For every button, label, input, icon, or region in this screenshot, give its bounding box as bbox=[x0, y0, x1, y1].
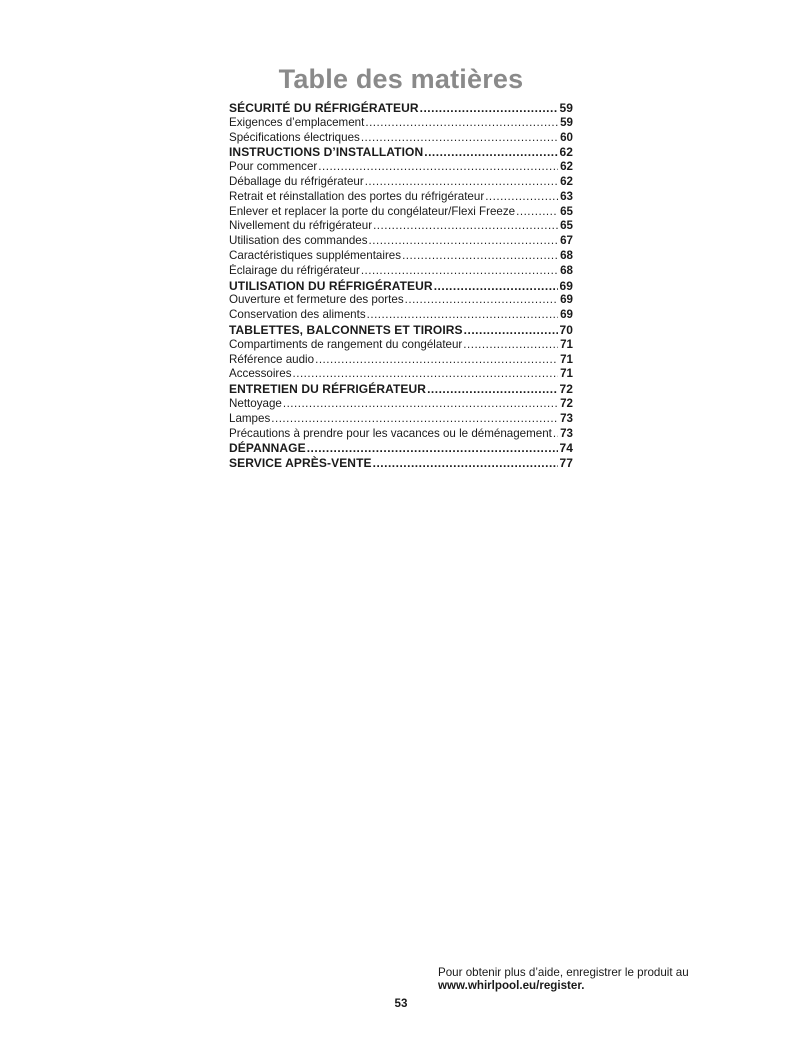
toc-entry-label: SÉCURITÉ DU RÉFRIGÉRATEUR bbox=[229, 101, 419, 115]
toc-entry[interactable] bbox=[229, 293, 573, 308]
toc-entry[interactable] bbox=[229, 427, 573, 442]
toc-entry[interactable] bbox=[229, 205, 573, 220]
toc-leader-dots bbox=[424, 145, 558, 160]
toc-leader-dots bbox=[405, 293, 558, 308]
toc-entry[interactable] bbox=[229, 441, 573, 456]
toc-entry-page: 65 bbox=[560, 219, 573, 233]
toc-entry-label: Compartiments de rangement du congélateur bbox=[229, 337, 463, 351]
toc-entry[interactable] bbox=[229, 279, 573, 294]
toc-leader-dots bbox=[427, 382, 558, 397]
toc-entry-label: Pour commencer bbox=[229, 160, 318, 174]
toc-entry[interactable] bbox=[229, 397, 573, 412]
toc-entry-page: 67 bbox=[560, 234, 573, 248]
toc-leader-dots bbox=[553, 427, 558, 442]
toc-leader-dots bbox=[361, 131, 558, 146]
toc-entry-page: 69 bbox=[560, 308, 573, 322]
toc-entry-page: 71 bbox=[560, 352, 573, 366]
toc-entry[interactable] bbox=[229, 353, 573, 368]
toc-entry-label: Lampes bbox=[229, 411, 271, 425]
toc-entry-label: Enlever et replacer la porte du congélateur/Flexi Freeze bbox=[229, 204, 516, 218]
toc-entry[interactable] bbox=[229, 116, 573, 131]
toc-leader-dots bbox=[420, 101, 558, 116]
toc-entry-page: 62 bbox=[559, 145, 573, 160]
toc-entry-label: Nettoyage bbox=[229, 396, 282, 410]
toc-leader-dots bbox=[373, 219, 558, 234]
toc-entry-page: 60 bbox=[560, 130, 573, 144]
toc-entry-label: Nivellement du réfrigérateur bbox=[229, 219, 373, 233]
toc-entry-label: Exigences d’emplacement bbox=[229, 115, 365, 129]
toc-entry-page: 65 bbox=[560, 204, 573, 218]
toc-entry-page: 59 bbox=[559, 101, 573, 115]
toc-entry-page: 72 bbox=[560, 396, 573, 410]
toc-entry-label: Utilisation des commandes bbox=[229, 234, 368, 248]
toc-entry[interactable] bbox=[229, 234, 573, 249]
toc-entry[interactable] bbox=[229, 131, 573, 146]
toc-entry-page: 59 bbox=[560, 115, 573, 129]
page-title: Table des matières bbox=[278, 64, 524, 94]
toc-entry-page: 68 bbox=[560, 263, 573, 277]
toc-entry-page: 70 bbox=[559, 322, 573, 337]
toc-entry-label: DÉPANNAGE bbox=[229, 441, 306, 456]
toc-leader-dots bbox=[463, 338, 558, 353]
toc-entry-label: SERVICE APRÈS-VENTE bbox=[229, 456, 372, 471]
toc-entry-page: 62 bbox=[560, 160, 573, 174]
toc-entry-page: 73 bbox=[560, 426, 573, 440]
registration-text: Pour obtenir plus d’aide, enregistrer le produit au bbox=[438, 966, 689, 979]
toc-entry-label: Éclairage du réfrigérateur bbox=[229, 263, 360, 277]
toc-entry-label: TABLETTES, BALCONNETS ET TIROIRS bbox=[229, 322, 463, 337]
toc-entry-page: 69 bbox=[559, 278, 573, 293]
toc-leader-dots bbox=[365, 175, 558, 190]
toc-entry[interactable] bbox=[229, 219, 573, 234]
toc-entry-label: Référence audio bbox=[229, 352, 315, 366]
toc-leader-dots bbox=[516, 205, 558, 220]
toc-leader-dots bbox=[293, 367, 559, 382]
toc-entry-page: 62 bbox=[560, 174, 573, 188]
toc-leader-dots bbox=[485, 190, 558, 205]
toc-leader-dots bbox=[283, 397, 558, 412]
toc-entry[interactable] bbox=[229, 160, 573, 175]
toc-entry-page: 77 bbox=[559, 456, 573, 471]
toc-entry[interactable] bbox=[229, 456, 573, 471]
toc-entry-label: Ouverture et fermeture des portes bbox=[229, 293, 404, 307]
toc-entry-page: 68 bbox=[560, 248, 573, 262]
toc-entry[interactable] bbox=[229, 412, 573, 427]
toc-entry-page: 63 bbox=[560, 189, 573, 203]
toc-leader-dots bbox=[361, 264, 558, 279]
toc-entry-page: 71 bbox=[560, 367, 573, 381]
toc-leader-dots bbox=[307, 441, 558, 456]
toc-entry[interactable] bbox=[229, 367, 573, 382]
toc-entry-label: Déballage du réfrigérateur bbox=[229, 174, 364, 188]
toc-entry[interactable] bbox=[229, 308, 573, 323]
toc-entry[interactable] bbox=[229, 101, 573, 116]
toc-entry-page: 71 bbox=[560, 337, 573, 351]
toc-entry-page: 69 bbox=[560, 293, 573, 307]
toc-entry-label: Conservation des aliments bbox=[229, 308, 366, 322]
toc-leader-dots bbox=[365, 116, 558, 131]
toc-entry[interactable] bbox=[229, 382, 573, 397]
toc-entry-page: 72 bbox=[559, 382, 573, 397]
toc-entry-label: Retrait et réinstallation des portes du réfrigérateur bbox=[229, 189, 485, 203]
toc-leader-dots bbox=[271, 412, 558, 427]
toc-entry[interactable] bbox=[229, 264, 573, 279]
toc-entry-label: INSTRUCTIONS D’INSTALLATION bbox=[229, 145, 424, 160]
toc-entry-label: Caractéristiques supplémentaires bbox=[229, 248, 402, 262]
toc-entry-label: Précautions à prendre pour les vacances ou le déménagement bbox=[229, 426, 552, 440]
toc-entry[interactable] bbox=[229, 249, 573, 264]
toc-entry-label: ENTRETIEN DU RÉFRIGÉRATEUR bbox=[229, 382, 427, 397]
toc-leader-dots bbox=[464, 323, 558, 338]
toc-leader-dots bbox=[367, 308, 558, 323]
toc-entry-page: 74 bbox=[559, 441, 573, 456]
toc-leader-dots bbox=[315, 353, 558, 368]
toc-entry[interactable] bbox=[229, 190, 573, 205]
toc-entry-label: Accessoires bbox=[229, 367, 292, 381]
toc-entry-page: 73 bbox=[560, 411, 573, 425]
toc-entry[interactable] bbox=[229, 338, 573, 353]
page-number: 53 bbox=[394, 997, 408, 1010]
toc-entry[interactable] bbox=[229, 175, 573, 190]
toc-leader-dots bbox=[369, 234, 558, 249]
toc-entry-label: Spécifications électriques bbox=[229, 130, 360, 144]
toc-leader-dots bbox=[402, 249, 558, 264]
table-of-contents bbox=[229, 101, 573, 471]
registration-note bbox=[438, 966, 738, 992]
toc-leader-dots bbox=[373, 456, 558, 471]
toc-entry-label: UTILISATION DU RÉFRIGÉRATEUR bbox=[229, 278, 433, 293]
toc-leader-dots bbox=[318, 160, 558, 175]
toc-entry[interactable] bbox=[229, 323, 573, 338]
registration-link[interactable]: www.whirlpool.eu/register. bbox=[438, 979, 585, 992]
toc-entry[interactable] bbox=[229, 145, 573, 160]
toc-leader-dots bbox=[434, 279, 558, 294]
